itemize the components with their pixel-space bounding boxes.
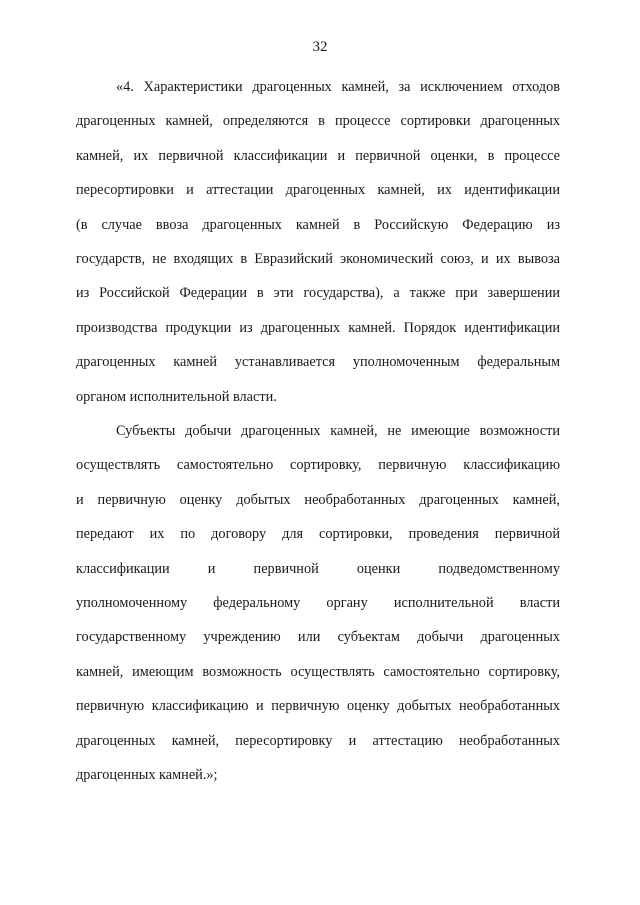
paragraph-line: органом исполнительной власти.	[76, 388, 277, 405]
paragraph-line: уполномоченному федеральному органу исполнительной власти	[76, 594, 560, 611]
paragraph-line: первичную классификацию и первичную оценку добытых необработанных	[76, 698, 560, 715]
page-number: 32	[312, 39, 328, 55]
paragraph-line: осуществлять самостоятельно сортировку, первичную классификацию	[76, 457, 560, 474]
paragraph-line: камней, их первичной классификации и первичной оценки, в процессе	[76, 147, 560, 164]
paragraph-line: Субъекты добычи драгоценных камней, не имеющие возможности	[116, 423, 560, 439]
paragraph-line: драгоценных камней, пересортировку и аттестацию необработанных	[76, 732, 560, 749]
paragraph-2	[76, 414, 560, 792]
paragraph-line: «4. Характеристики драгоценных камней, за исключением отходов	[116, 79, 560, 95]
paragraph-line: драгоценных камней, определяются в процессе сортировки драгоценных	[76, 113, 560, 130]
paragraph-line: драгоценных камней.»;	[76, 766, 218, 783]
paragraph-line: государств, не входящих в Евразийский экономический союз, и их вывоза	[76, 250, 560, 267]
paragraph-line: и первичную оценку добытых необработанных драгоценных камней,	[76, 491, 560, 508]
paragraph-line: производства продукции из драгоценных камней. Порядок идентификации	[76, 319, 560, 336]
paragraph-line: драгоценных камней устанавливается уполномоченным федеральным	[76, 354, 560, 371]
paragraph-1	[76, 70, 560, 414]
paragraph-line: пересортировки и аттестации драгоценных камней, их идентификации	[76, 182, 560, 199]
paragraph-line: из Российской Федерации в эти государства), а также при завершении	[76, 285, 560, 302]
paragraph-line: государственному учреждению или субъектам добычи драгоценных	[76, 629, 560, 646]
paragraph-line: (в случае ввоза драгоценных камней в Российскую Федерацию из	[76, 216, 560, 233]
paragraph-line: классификации и первичной оценки подведомственному	[76, 560, 560, 577]
paragraph-line: камней, имеющим возможность осуществлять самостоятельно сортировку,	[76, 663, 560, 680]
paragraph-line: передают их по договору для сортировки, проведения первичной	[76, 526, 560, 543]
